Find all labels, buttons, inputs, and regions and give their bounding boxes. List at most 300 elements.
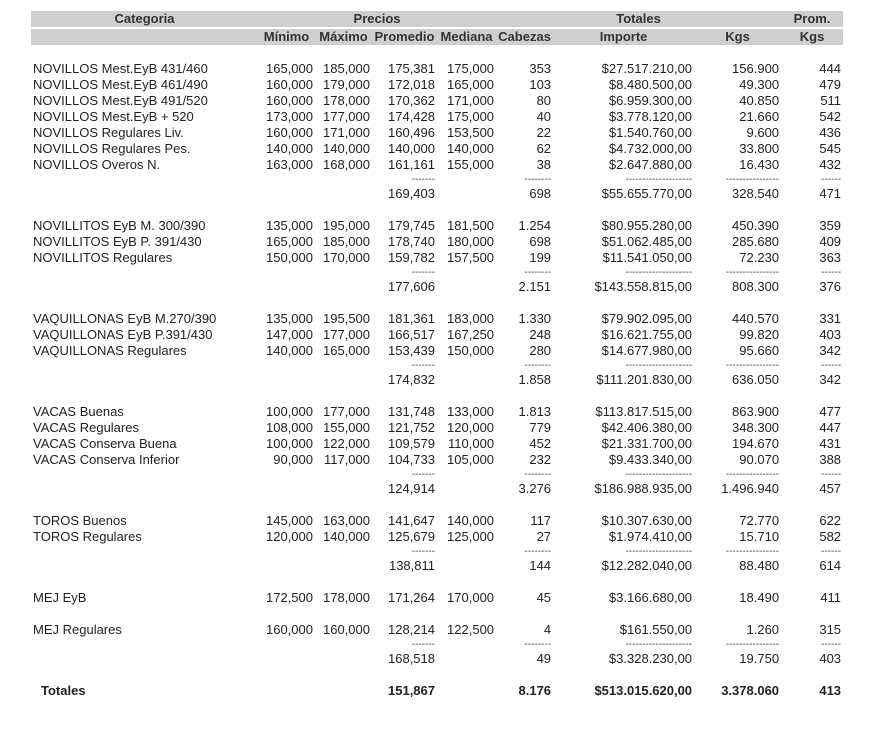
subtotal-promedio: 169,403 xyxy=(388,186,435,201)
empty-cell xyxy=(553,295,694,311)
table-row xyxy=(31,452,843,468)
header-totales: Totales xyxy=(496,11,781,28)
empty-cell xyxy=(553,388,694,404)
mediana-cell: 122,500 xyxy=(447,622,495,637)
kgs-cell: 863.900 xyxy=(732,404,780,419)
maximo-cell: 179,000 xyxy=(323,77,370,92)
mediana-cell: 180,000 xyxy=(447,234,495,249)
empty-cell xyxy=(496,202,553,218)
importe-cell: $6.959.300,00 xyxy=(608,93,693,108)
empty-cell xyxy=(31,651,258,667)
categoria-cell: TOROS Buenos xyxy=(33,513,127,528)
dash-separator-row xyxy=(31,638,843,651)
prom-kgs-cell: 511 xyxy=(820,93,842,108)
cabezas-cell: 1.330 xyxy=(518,311,552,326)
minimo-cell: 165,000 xyxy=(266,61,313,76)
table-body xyxy=(31,45,843,699)
categoria-cell: NOVILLOS Regulares Pes. xyxy=(33,141,191,156)
dash-kgs: ---------------- xyxy=(725,546,780,557)
empty-cell xyxy=(496,574,553,590)
importe-cell: $11.541.050,00 xyxy=(602,250,693,265)
subtotal-kgs: 88.480 xyxy=(739,558,780,573)
table-row xyxy=(31,141,843,157)
spacer-row xyxy=(31,202,843,218)
header-importe: Importe xyxy=(553,28,694,45)
empty-cell xyxy=(437,202,496,218)
empty-cell xyxy=(694,295,781,311)
prom-kgs-cell: 388 xyxy=(819,452,842,467)
empty-cell xyxy=(437,372,496,388)
empty-cell xyxy=(496,295,553,311)
empty-cell xyxy=(315,372,372,388)
empty-cell xyxy=(258,186,315,202)
empty-cell xyxy=(31,481,258,497)
empty-cell xyxy=(258,497,315,513)
importe-cell: $80.955.280,00 xyxy=(601,218,693,233)
empty-cell xyxy=(781,574,843,590)
maximo-cell: 170,000 xyxy=(323,250,370,265)
dash-pk: ------ xyxy=(821,546,842,557)
importe-cell: $113.817.515,00 xyxy=(595,404,693,419)
mediana-cell: 181,500 xyxy=(447,218,495,233)
subtotal-kgs: 1.496.940 xyxy=(721,481,780,496)
totals-prom-kgs: 413 xyxy=(819,683,842,698)
empty-cell xyxy=(372,574,437,590)
maximo-cell: 140,000 xyxy=(323,529,370,544)
maximo-cell: 155,000 xyxy=(323,420,370,435)
cabezas-cell: 103 xyxy=(529,77,552,92)
empty-cell xyxy=(258,372,315,388)
empty-cell xyxy=(553,45,694,61)
categoria-cell: NOVILLOS Overos N. xyxy=(33,157,161,172)
maximo-cell: 177,000 xyxy=(323,404,370,419)
empty-cell xyxy=(315,359,372,372)
mediana-cell: 157,500 xyxy=(447,250,495,265)
promedio-cell: 125,679 xyxy=(388,529,435,544)
empty-cell xyxy=(315,574,372,590)
cabezas-cell: 22 xyxy=(536,125,552,140)
subtotal-promedio: 124,914 xyxy=(388,481,435,496)
maximo-cell: 185,000 xyxy=(323,61,370,76)
categoria-cell: VAQUILLONAS Regulares xyxy=(33,343,187,358)
empty-cell xyxy=(437,606,496,622)
table-row xyxy=(31,343,843,359)
subtotal-row xyxy=(31,651,843,667)
totals-label: Totales xyxy=(41,683,86,698)
cabezas-cell: 62 xyxy=(536,141,552,156)
spacer-row xyxy=(31,606,843,622)
categoria-cell: VACAS Conserva Inferior xyxy=(33,452,180,467)
subtotal-row xyxy=(31,481,843,497)
cabezas-cell: 40 xyxy=(536,109,552,124)
kgs-cell: 194.670 xyxy=(732,436,780,451)
categoria-cell: VAQUILLONAS EyB P.391/430 xyxy=(33,327,213,342)
spacer-row xyxy=(31,497,843,513)
importe-cell: $4.732.000,00 xyxy=(608,141,693,156)
empty-cell xyxy=(258,683,315,699)
subtotal-promedio: 138,811 xyxy=(388,558,435,573)
header-mediana: Mediana xyxy=(437,28,496,45)
minimo-cell: 160,000 xyxy=(266,77,313,92)
importe-cell: $2.647.880,00 xyxy=(608,157,693,172)
header-minimo: Mínimo xyxy=(258,28,315,45)
dash-kgs: ---------------- xyxy=(725,469,780,480)
minimo-cell: 163,000 xyxy=(266,157,313,172)
empty-cell xyxy=(496,497,553,513)
header-cabezas: Cabezas xyxy=(496,28,553,45)
table-row xyxy=(31,125,843,141)
empty-cell xyxy=(31,388,258,404)
spacer-row xyxy=(31,295,843,311)
mediana-cell: 155,000 xyxy=(447,157,495,172)
empty-cell xyxy=(258,574,315,590)
minimo-cell: 140,000 xyxy=(266,141,313,156)
totals-row xyxy=(31,683,843,699)
importe-cell: $51.062.485,00 xyxy=(601,234,693,249)
mediana-cell: 150,000 xyxy=(447,343,495,358)
kgs-cell: 16.430 xyxy=(739,157,780,172)
empty-cell xyxy=(258,481,315,497)
cabezas-cell: 199 xyxy=(529,250,552,265)
empty-cell xyxy=(437,359,496,372)
maximo-cell: 195,500 xyxy=(323,311,370,326)
promedio-cell: 159,782 xyxy=(388,250,435,265)
prom-kgs-cell: 315 xyxy=(819,622,842,637)
header-prom: Prom. xyxy=(781,11,843,28)
dash-prom: ------- xyxy=(411,174,435,185)
subtotal-cabezas: 698 xyxy=(529,186,552,201)
subtotal-importe: $186.988.935,00 xyxy=(594,481,693,496)
mediana-cell: 175,000 xyxy=(447,109,495,124)
empty-cell xyxy=(31,173,258,186)
dash-kgs: ---------------- xyxy=(725,267,780,278)
promedio-cell: 179,745 xyxy=(388,218,435,233)
empty-cell xyxy=(258,638,315,651)
empty-cell xyxy=(781,295,843,311)
dash-pk: ------ xyxy=(821,360,842,371)
empty-cell xyxy=(258,45,315,61)
kgs-cell: 1.260 xyxy=(746,622,780,637)
empty-cell xyxy=(781,606,843,622)
prom-kgs-cell: 479 xyxy=(819,77,842,92)
importe-cell: $9.433.340,00 xyxy=(608,452,693,467)
totals-cabezas: 8.176 xyxy=(518,683,552,698)
dash-pk: ------ xyxy=(821,267,842,278)
empty-cell xyxy=(315,545,372,558)
mediana-cell: 120,000 xyxy=(447,420,495,435)
minimo-cell: 160,000 xyxy=(266,125,313,140)
empty-cell xyxy=(694,388,781,404)
empty-cell xyxy=(31,372,258,388)
subtotal-kgs: 808.300 xyxy=(732,279,780,294)
subtotal-kgs: 636.050 xyxy=(732,372,780,387)
minimo-cell: 160,000 xyxy=(266,622,313,637)
subtotal-row xyxy=(31,279,843,295)
prom-kgs-cell: 432 xyxy=(819,157,842,172)
cabezas-cell: 4 xyxy=(543,622,552,637)
kgs-cell: 72.230 xyxy=(739,250,780,265)
dash-kgs: ---------------- xyxy=(725,639,780,650)
dash-imp: -------------------- xyxy=(625,546,693,557)
empty-cell xyxy=(31,202,258,218)
empty-cell xyxy=(315,279,372,295)
subtotal-row xyxy=(31,372,843,388)
dash-separator-row xyxy=(31,173,843,186)
mediana-cell: 140,000 xyxy=(447,513,495,528)
categoria-cell: VACAS Conserva Buena xyxy=(33,436,177,451)
mediana-cell: 183,000 xyxy=(447,311,495,326)
mediana-cell: 171,000 xyxy=(447,93,495,108)
header-maximo: Máximo xyxy=(315,28,372,45)
minimo-cell: 135,000 xyxy=(266,218,313,233)
cabezas-cell: 45 xyxy=(536,590,552,605)
spacer-row xyxy=(31,45,843,61)
header-promedio: Promedio xyxy=(372,28,437,45)
empty-cell xyxy=(315,173,372,186)
cabezas-cell: 698 xyxy=(529,234,552,249)
empty-cell xyxy=(31,638,258,651)
empty-cell xyxy=(437,173,496,186)
minimo-cell: 100,000 xyxy=(266,404,313,419)
empty-cell xyxy=(437,497,496,513)
table-row xyxy=(31,234,843,250)
dash-cab: -------- xyxy=(524,360,552,371)
dash-cab: -------- xyxy=(524,469,552,480)
mediana-cell: 110,000 xyxy=(448,436,495,451)
empty-cell xyxy=(437,468,496,481)
maximo-cell: 178,000 xyxy=(323,590,370,605)
maximo-cell: 177,000 xyxy=(323,109,370,124)
subtotal-promedio: 168,518 xyxy=(388,651,435,666)
promedio-cell: 128,214 xyxy=(388,622,435,637)
kgs-cell: 9.600 xyxy=(746,125,780,140)
kgs-cell: 18.490 xyxy=(739,590,780,605)
prom-kgs-cell: 444 xyxy=(819,61,842,76)
importe-cell: $161.550,00 xyxy=(619,622,693,637)
subtotal-kgs: 19.750 xyxy=(739,651,780,666)
minimo-cell: 100,000 xyxy=(266,436,313,451)
empty-cell xyxy=(315,186,372,202)
empty-cell xyxy=(258,173,315,186)
empty-cell xyxy=(315,683,372,699)
dash-pk: ------ xyxy=(821,469,842,480)
header-prom-kgs: Kgs xyxy=(781,28,843,45)
empty-cell xyxy=(781,388,843,404)
table-row xyxy=(31,61,843,77)
minimo-cell: 172,500 xyxy=(266,590,313,605)
importe-cell: $3.166.680,00 xyxy=(608,590,693,605)
empty-cell xyxy=(31,545,258,558)
maximo-cell: 117,000 xyxy=(323,452,370,467)
mediana-cell: 133,000 xyxy=(447,404,495,419)
kgs-cell: 40.850 xyxy=(739,93,780,108)
empty-cell xyxy=(437,667,496,683)
dash-separator-row xyxy=(31,468,843,481)
kgs-cell: 95.660 xyxy=(739,343,780,358)
promedio-cell: 172,018 xyxy=(388,77,435,92)
categoria-cell: TOROS Regulares xyxy=(33,529,142,544)
empty-cell xyxy=(437,481,496,497)
promedio-cell: 170,362 xyxy=(388,93,435,108)
minimo-cell: 135,000 xyxy=(266,311,313,326)
header-kgs: Kgs xyxy=(694,28,781,45)
dash-prom: ------- xyxy=(411,546,435,557)
empty-cell xyxy=(315,481,372,497)
cabezas-cell: 27 xyxy=(536,529,552,544)
importe-cell: $27.517.210,00 xyxy=(601,61,693,76)
dash-kgs: ---------------- xyxy=(725,360,780,371)
maximo-cell: 122,000 xyxy=(323,436,370,451)
subtotal-promedio: 174,832 xyxy=(388,372,435,387)
importe-cell: $79.902.095,00 xyxy=(601,311,693,326)
empty-cell xyxy=(258,266,315,279)
kgs-cell: 49.300 xyxy=(739,77,780,92)
table-row xyxy=(31,529,843,545)
empty-cell xyxy=(437,186,496,202)
mediana-cell: 105,000 xyxy=(447,452,495,467)
table-row xyxy=(31,420,843,436)
importe-cell: $10.307.630,00 xyxy=(601,513,693,528)
subtotal-importe: $143.558.815,00 xyxy=(594,279,693,294)
maximo-cell: 195,000 xyxy=(323,218,370,233)
dash-prom: ------- xyxy=(411,267,435,278)
kgs-cell: 285.680 xyxy=(732,234,780,249)
empty-cell xyxy=(31,574,258,590)
totals-kgs: 3.378.060 xyxy=(721,683,780,698)
promedio-cell: 131,748 xyxy=(388,404,435,419)
promedio-cell: 160,496 xyxy=(388,125,435,140)
cabezas-cell: 1.813 xyxy=(518,404,552,419)
categoria-cell: NOVILLOS Regulares Liv. xyxy=(33,125,184,140)
empty-cell xyxy=(31,667,258,683)
prom-kgs-cell: 363 xyxy=(819,250,842,265)
prom-kgs-cell: 431 xyxy=(819,436,842,451)
subtotal-importe: $12.282.040,00 xyxy=(601,558,693,573)
maximo-cell: 160,000 xyxy=(323,622,370,637)
empty-cell xyxy=(496,667,553,683)
kgs-cell: 450.390 xyxy=(732,218,780,233)
spacer-row xyxy=(31,388,843,404)
prom-kgs-cell: 436 xyxy=(819,125,842,140)
empty-cell xyxy=(437,266,496,279)
header-row-top xyxy=(31,11,843,28)
importe-cell: $21.331.700,00 xyxy=(601,436,693,451)
kgs-cell: 156.900 xyxy=(732,61,780,76)
categoria-cell: NOVILLITOS EyB P. 391/430 xyxy=(33,234,202,249)
categoria-cell: MEJ Regulares xyxy=(33,622,122,637)
empty-cell xyxy=(31,45,258,61)
empty-cell xyxy=(437,295,496,311)
table-row xyxy=(31,109,843,125)
kgs-cell: 72.770 xyxy=(739,513,780,528)
empty-cell xyxy=(694,202,781,218)
importe-cell: $3.778.120,00 xyxy=(608,109,693,124)
minimo-cell: 108,000 xyxy=(266,420,313,435)
categoria-cell: NOVILLOS Mest.EyB 461/490 xyxy=(33,77,208,92)
minimo-cell: 120,000 xyxy=(266,529,313,544)
dash-imp: -------------------- xyxy=(625,267,693,278)
categoria-cell: VACAS Buenas xyxy=(33,404,124,419)
table-row xyxy=(31,590,843,606)
promedio-cell: 104,733 xyxy=(388,452,435,467)
empty-cell xyxy=(496,606,553,622)
header-row-bottom xyxy=(31,28,843,45)
empty-cell xyxy=(372,606,437,622)
empty-cell xyxy=(258,359,315,372)
cabezas-cell: 779 xyxy=(529,420,552,435)
categoria-cell: NOVILLITOS Regulares xyxy=(33,250,173,265)
prom-kgs-cell: 403 xyxy=(819,327,842,342)
table-row xyxy=(31,327,843,343)
dash-prom: ------- xyxy=(411,639,435,650)
minimo-cell: 160,000 xyxy=(266,93,313,108)
prom-kgs-cell: 542 xyxy=(819,109,842,124)
empty-cell xyxy=(258,279,315,295)
categoria-cell: VACAS Regulares xyxy=(33,420,139,435)
empty-cell xyxy=(496,45,553,61)
dash-pk: ------ xyxy=(821,639,842,650)
empty-cell xyxy=(372,497,437,513)
header-precios: Precios xyxy=(258,11,496,28)
categoria-cell: NOVILLOS Mest.EyB 431/460 xyxy=(33,61,208,76)
mediana-cell: 153,500 xyxy=(447,125,495,140)
subtotal-prom-kgs: 376 xyxy=(819,279,842,294)
empty-cell xyxy=(437,651,496,667)
promedio-cell: 153,439 xyxy=(388,343,435,358)
subtotal-prom-kgs: 457 xyxy=(819,481,842,496)
dash-prom: ------- xyxy=(411,469,435,480)
empty-cell xyxy=(258,388,315,404)
empty-cell xyxy=(315,295,372,311)
dash-imp: -------------------- xyxy=(625,469,693,480)
empty-cell xyxy=(315,497,372,513)
spacer-row xyxy=(31,667,843,683)
subtotal-prom-kgs: 342 xyxy=(819,372,842,387)
dash-cab: -------- xyxy=(524,174,552,185)
dash-separator-row xyxy=(31,266,843,279)
subtotal-importe: $55.655.770,00 xyxy=(601,186,693,201)
empty-cell xyxy=(496,388,553,404)
empty-cell xyxy=(258,558,315,574)
subtotal-promedio: 177,606 xyxy=(388,279,435,294)
table-row xyxy=(31,436,843,452)
subtotal-row xyxy=(31,186,843,202)
empty-cell xyxy=(315,606,372,622)
minimo-cell: 173,000 xyxy=(266,109,313,124)
minimo-cell: 145,000 xyxy=(266,513,313,528)
cabezas-cell: 248 xyxy=(529,327,552,342)
prom-kgs-cell: 359 xyxy=(819,218,842,233)
empty-cell xyxy=(437,388,496,404)
promedio-cell: 171,264 xyxy=(388,590,435,605)
cabezas-cell: 280 xyxy=(529,343,552,358)
categoria-cell: NOVILLOS Mest.EyB 491/520 xyxy=(33,93,208,108)
empty-cell xyxy=(437,45,496,61)
categoria-cell: NOVILLOS Mest.EyB + 520 xyxy=(33,109,194,124)
empty-cell xyxy=(437,574,496,590)
maximo-cell: 163,000 xyxy=(323,513,370,528)
empty-cell xyxy=(31,497,258,513)
table-row xyxy=(31,77,843,93)
promedio-cell: 140,000 xyxy=(388,141,435,156)
prom-kgs-cell: 331 xyxy=(819,311,842,326)
table-row xyxy=(31,250,843,266)
table-row xyxy=(31,311,843,327)
empty-cell xyxy=(258,295,315,311)
mediana-cell: 170,000 xyxy=(447,590,495,605)
importe-cell: $1.974.410,00 xyxy=(608,529,693,544)
empty-cell xyxy=(31,359,258,372)
